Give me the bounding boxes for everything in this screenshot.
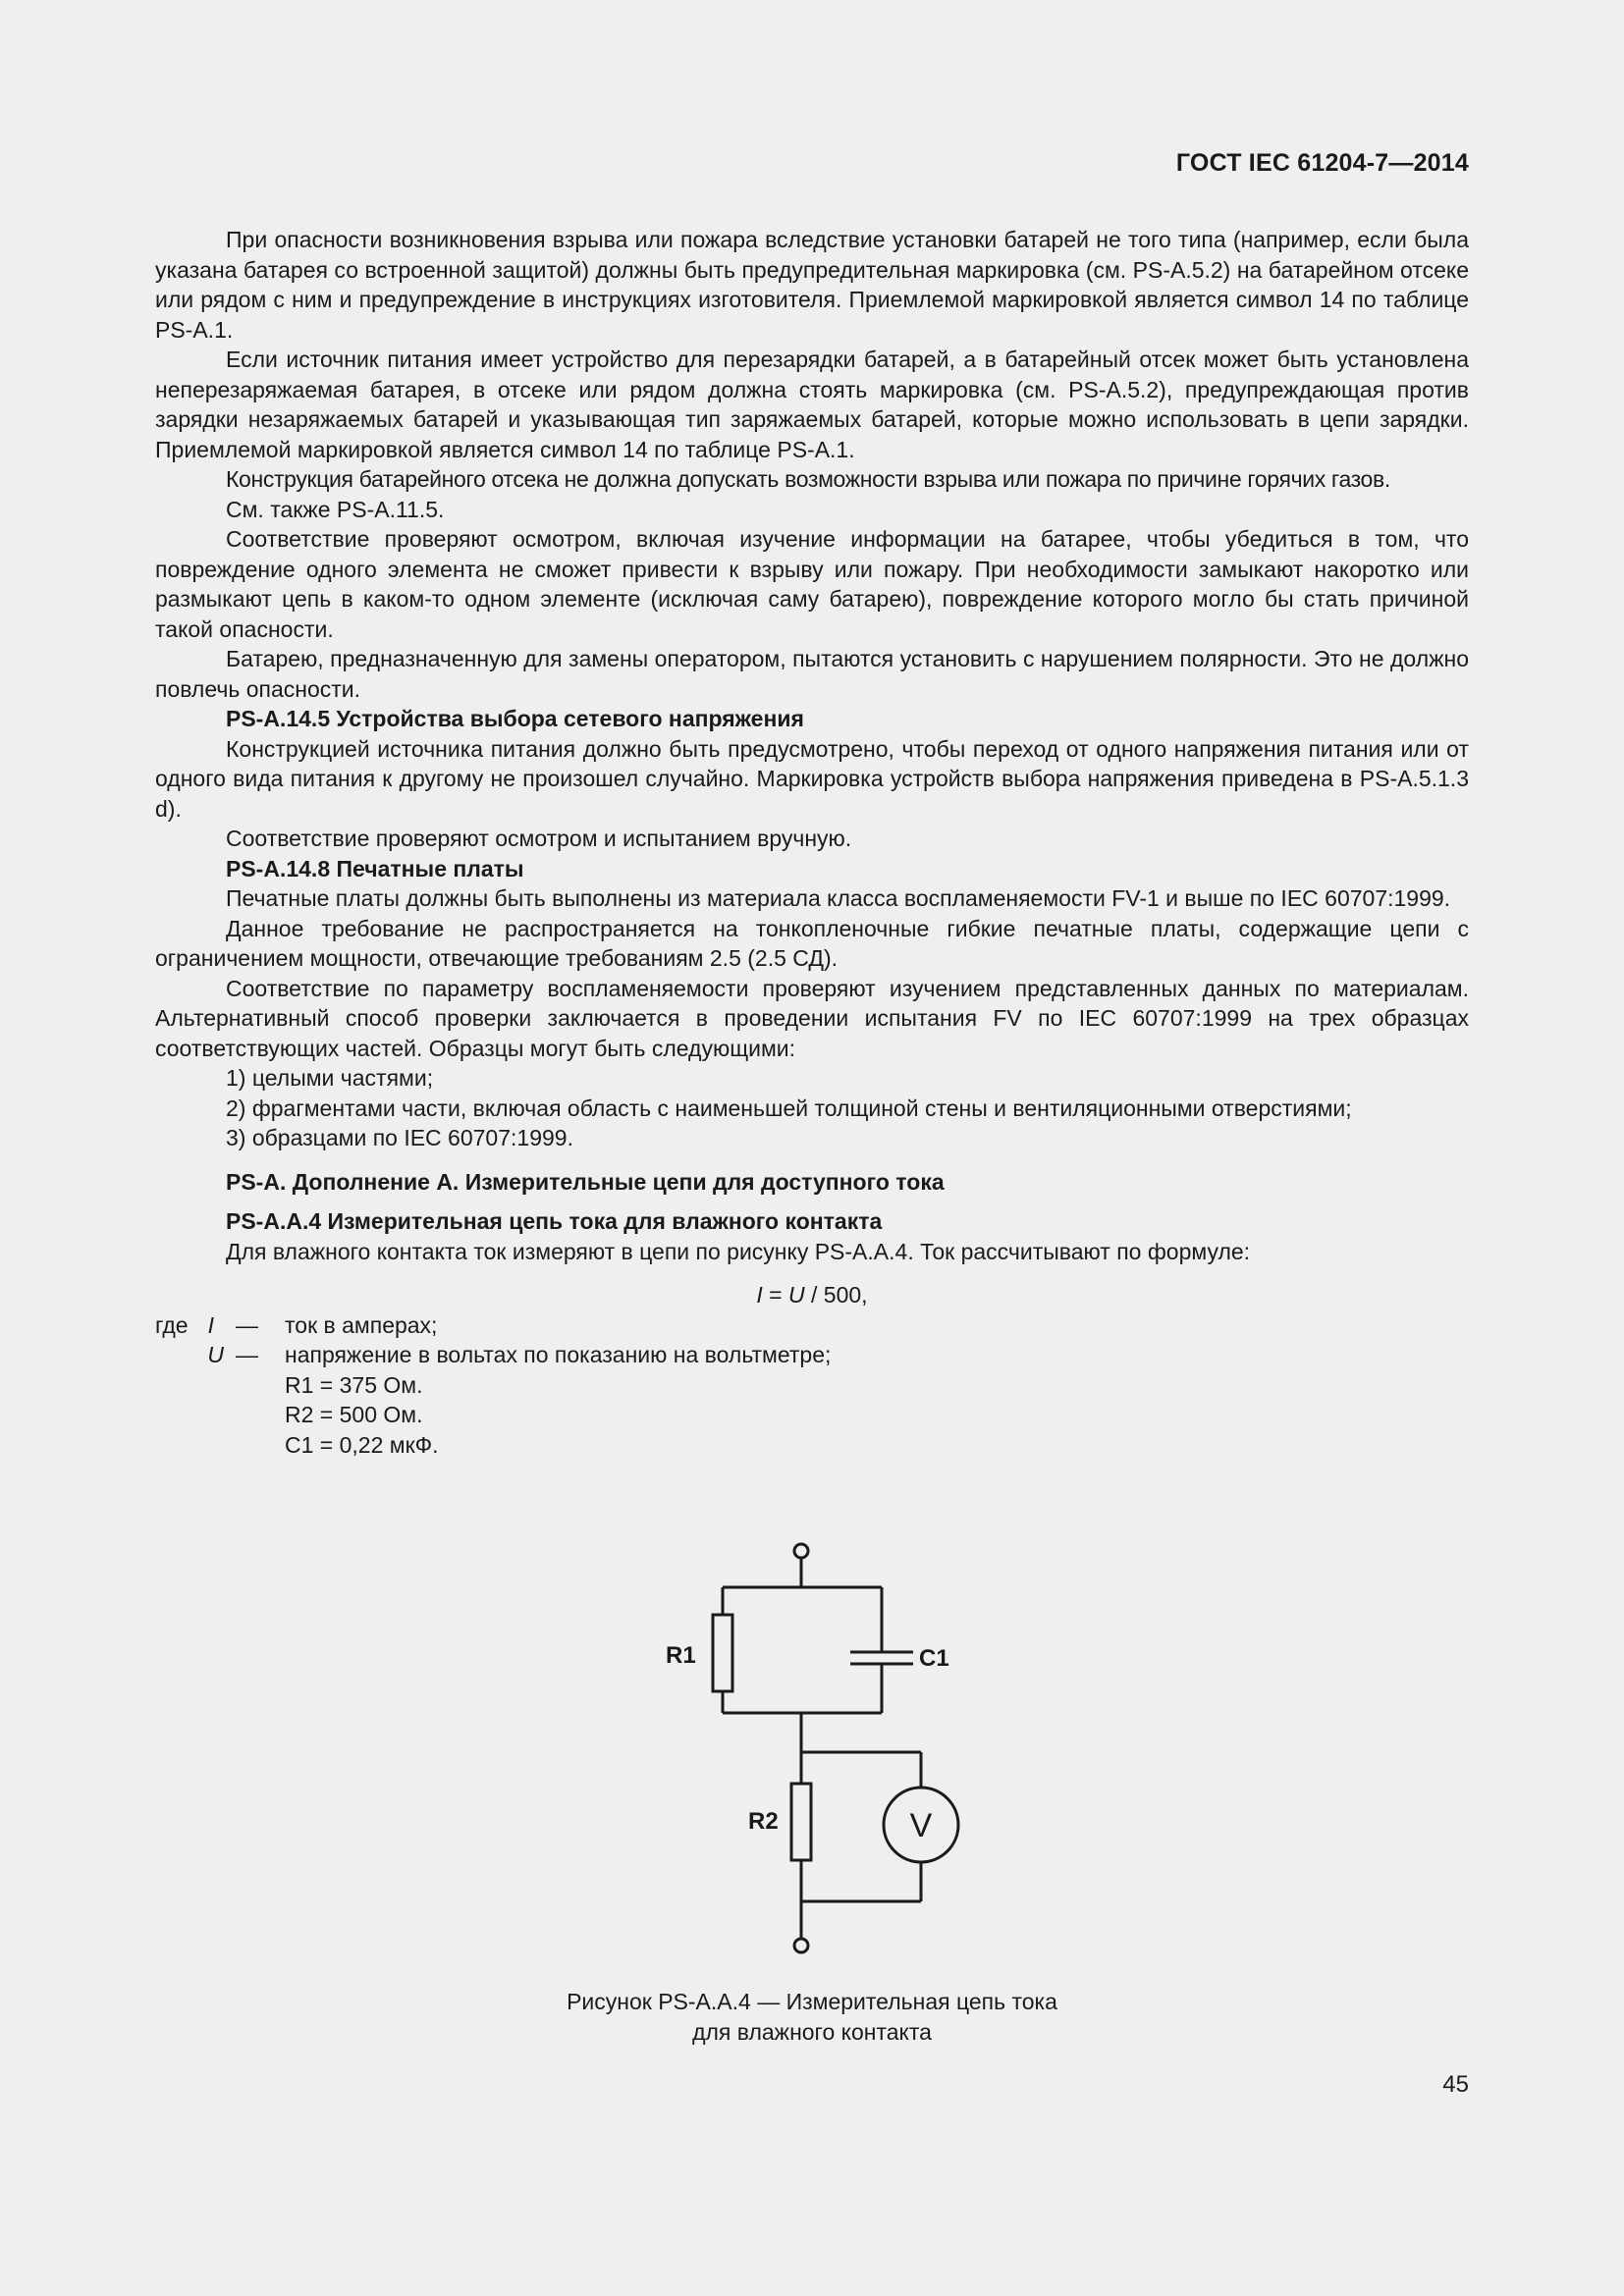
value-c1: C1 = 0,22 мкФ. (285, 1431, 439, 1458)
annex-heading: PS-A. Дополнение A. Измерительные цепи для доступного тока (226, 1168, 945, 1195)
legend-prefix: где (155, 1311, 189, 1338)
paragraph: Соответствие проверяют осмотром, включая изучение информации на батарее, чтобы убедиться в том, что повреждение одного элемента не сможет привести к взрыву или пожару. При необходимости замыкают накоротко или размыкают цепь в каком-то одном элементе (исключая саму батарею), повреждение которого могло бы стать причиной такой опасности. (155, 526, 1469, 642)
legend-text: ток в амперах; (285, 1311, 438, 1338)
label-voltmeter: V (909, 1807, 933, 1844)
paragraph: Конструкция батарейного отсека не должна допускать возможности взрыва или пожара по причине горячих газов. (226, 466, 1390, 492)
paragraph: Печатные платы должны быть выполнены из материала класса воспламеняемости FV-1 и выше по IEC 60707:1999. (226, 885, 1451, 911)
formula-rest: / 500, (804, 1282, 868, 1308)
label-r2: R2 (748, 1808, 779, 1835)
body-text (155, 225, 1469, 1460)
current-formula (155, 1280, 1469, 1310)
caption-line: Рисунок PS-A.A.4 — Измерительная цепь тока (567, 1989, 1057, 2014)
caption-line: для влажного контакта (692, 2018, 932, 2045)
paragraph: Соответствие проверяют осмотром и испытанием вручную. (226, 826, 852, 851)
legend-dash: — (236, 1341, 258, 1367)
legend-dash: — (236, 1311, 258, 1338)
formula-symbol-u: U (788, 1282, 805, 1308)
paragraph: Если источник питания имеет устройство для перезарядки батарей, а в батарейный отсек может быть установлена неперезаряжаемая батарея, в отсеке или рядом должна стоять маркировка (см. PS-A.5.2), предупреждающая против зарядки незаряжаемых батарей и указывающая тип заряжаемых батарей, которые можно использовать в цепи зарядки. Приемлемой маркировкой является символ 14 по таблице PS-A.1. (155, 347, 1469, 462)
page-number: 45 (1442, 2071, 1469, 2098)
list-item: 2) фрагментами части, включая область с наименьшей толщиной стены и вентиляционными отверстиями; (226, 1095, 1352, 1121)
circuit-diagram (638, 1526, 992, 1978)
list-item: 1) целыми частями; (226, 1065, 434, 1091)
section-heading-ps-a-a-4: PS-A.A.4 Измерительная цепь тока для влажного контакта (226, 1208, 883, 1234)
value-r1: R1 = 375 Ом. (285, 1371, 423, 1398)
section-heading-ps-a-14-8: PS-A.14.8 Печатные платы (226, 855, 524, 881)
paragraph: При опасности возникновения взрыва или пожара вследствие установки батарей не того типа (например, если была указана батарея со встроенной защитой) должны быть предупредительная маркировка (см. PS-A.5.2) на батарейном отсеке или рядом с ним и предупреждение в инструкциях изготовителя. Приемлемой маркировкой является символ 14 по таблице PS-A.1. (155, 227, 1469, 343)
formula-equals: = (762, 1282, 789, 1308)
resistor-r2 (791, 1784, 811, 1860)
paragraph: Конструкцией источника питания должно быть предусмотрено, чтобы переход от одного напряжения питания или от одного вида питания к другому не произошел случайно. Маркировка устройств выбора напряжения приведена в PS-A.5.1.3 d). (155, 735, 1469, 822)
terminal-bottom (794, 1939, 808, 1952)
paragraph: См. также PS-A.11.5. (226, 496, 445, 522)
resistor-r1 (713, 1615, 732, 1691)
section-heading-ps-a-14-5: PS-A.14.5 Устройства выбора сетевого напряжения (226, 706, 804, 731)
paragraph: Для влажного контакта ток измеряют в цепи по рисунку PS-A.A.4. Ток рассчитывают по формуле: (226, 1238, 1251, 1264)
legend-symbol: U (207, 1341, 224, 1367)
label-c1: C1 (919, 1645, 949, 1672)
standard-header: ГОСТ IEC 61204-7—2014 (1175, 149, 1469, 177)
terminal-top (794, 1544, 808, 1558)
formula-symbol-i: I (756, 1282, 763, 1308)
paragraph: Батарею, предназначенную для замены оператором, пытаются установить с нарушением полярности. Это не должно повлечь опасности. (155, 646, 1469, 702)
paragraph: Данное требование не распространяется на тонкопленочные гибкие печатные платы, содержащие цепи с ограничением мощности, отвечающие требованиям 2.5 (2.5 СД). (155, 915, 1469, 971)
legend-text: напряжение в вольтах по показанию на вольтметре; (285, 1341, 832, 1367)
label-r1: R1 (666, 1642, 696, 1669)
formula-legend (155, 1310, 1469, 1460)
figure-caption (450, 1987, 1174, 2047)
value-r2: R2 = 500 Ом. (285, 1401, 423, 1427)
paragraph: Соответствие по параметру воспламеняемости проверяют изучением представленных данных по материалам. Альтернативный способ проверки заключается в проведении испытания FV по IEC 60707:1999 на трех образцах соответствующих частей. Образцы могут быть следующими: (155, 975, 1469, 1061)
list-item: 3) образцами по IEC 60707:1999. (226, 1125, 573, 1150)
legend-symbol: I (207, 1311, 214, 1338)
